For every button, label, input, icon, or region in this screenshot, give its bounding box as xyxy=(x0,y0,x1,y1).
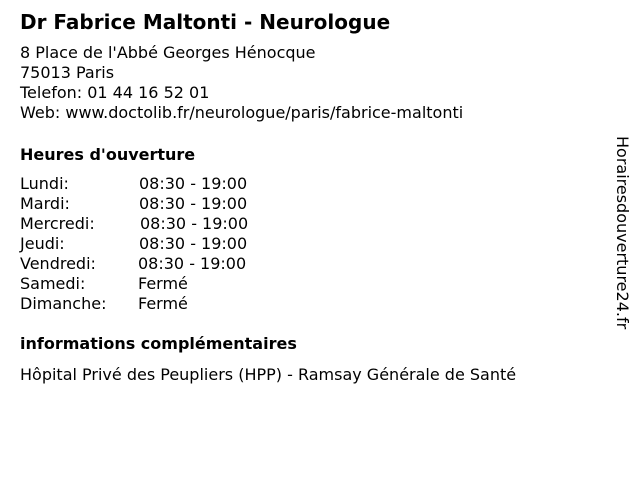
day-label: Mardi: xyxy=(20,194,70,213)
day-label: Lundi: xyxy=(20,174,69,193)
hours-value: 08:30 - 19:00 xyxy=(139,194,248,213)
day-label: Mercredi: xyxy=(20,214,95,233)
city-postal-code: 75013 Paris xyxy=(20,63,115,82)
hours-value: 08:30 - 19:00 xyxy=(140,214,249,233)
page-title: Dr Fabrice Maltonti - Neurologue xyxy=(20,10,391,34)
opening-hours-heading: Heures d'ouverture xyxy=(20,145,196,164)
hours-value: Fermé xyxy=(138,294,188,313)
day-label: Samedi: xyxy=(20,274,86,293)
day-label: Jeudi: xyxy=(20,234,65,253)
website: Web: www.doctolib.fr/neurologue/paris/fabrice-maltonti xyxy=(20,103,464,122)
hours-value: 08:30 - 19:00 xyxy=(139,234,248,253)
hours-value: 08:30 - 19:00 xyxy=(139,174,248,193)
hours-value: 08:30 - 19:00 xyxy=(138,254,247,273)
day-label: Dimanche: xyxy=(20,294,107,313)
additional-info-heading: informations complémentaires xyxy=(20,334,297,353)
additional-info-text: Hôpital Privé des Peupliers (HPP) - Ramsay Générale de Santé xyxy=(20,365,517,384)
site-watermark: Horairesdouverture24.fr xyxy=(613,136,632,330)
address-block xyxy=(20,43,463,123)
street-address: 8 Place de l'Abbé Georges Hénocque xyxy=(20,43,316,62)
phone-number: Telefon: 01 44 16 52 01 xyxy=(20,83,210,102)
hours-value: Fermé xyxy=(138,274,188,293)
day-label: Vendredi: xyxy=(20,254,96,273)
